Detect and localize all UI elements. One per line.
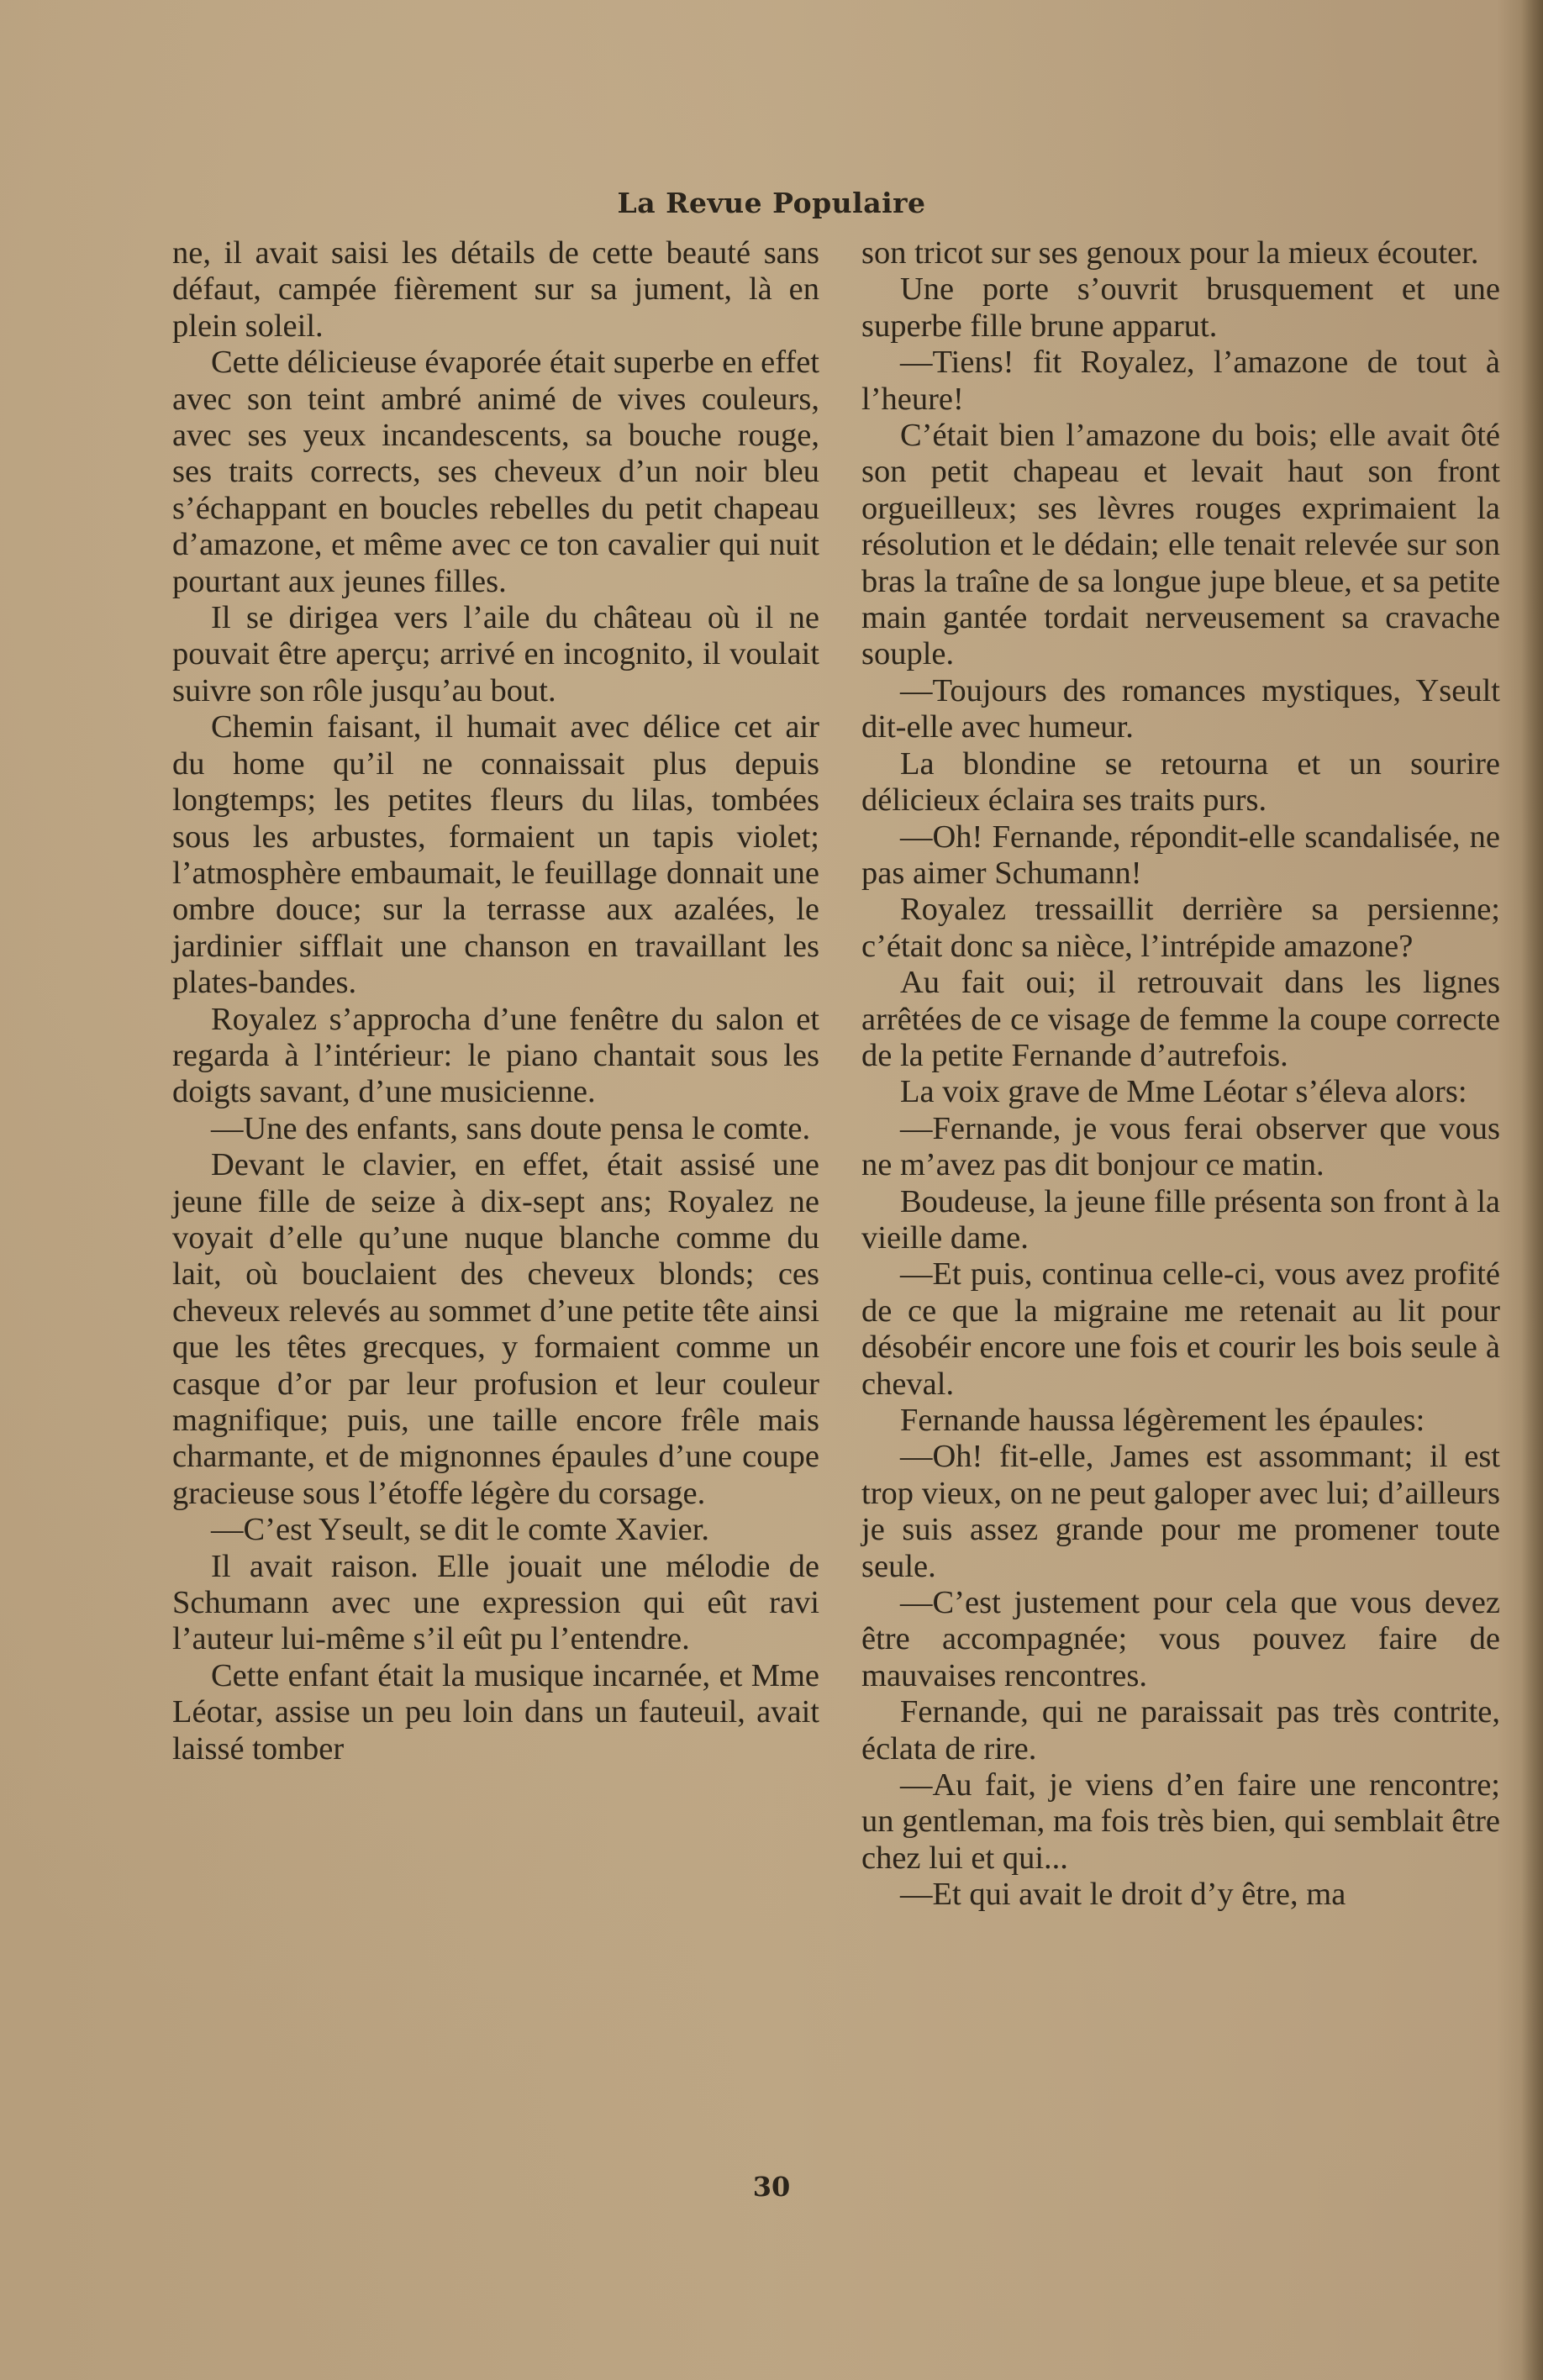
paragraph: Il avait raison. Elle jouait une mélodie de Schumann avec une expression qui eût ravi l’auteur lui-même s’il eût pu l’entendre. bbox=[172, 1548, 819, 1657]
paragraph: —Oh! Fernande, répondit-elle scandalisée, ne pas aimer Schumann! bbox=[861, 819, 1500, 891]
paragraph: Cette enfant était la musique incarnée, et Mme Léotar, assise un peu loin dans un fauteuil, avait laissé tomber bbox=[172, 1657, 819, 1767]
paragraph: —Et qui avait le droit d’y être, ma bbox=[900, 1877, 1346, 1913]
paragraph: son tricot sur ses genoux pour la mieux écouter. bbox=[861, 235, 1479, 271]
paragraph: Il se dirigea vers l’aile du château où il ne pouvait être aperçu; arrivé en incognito, il voulait suivre son rôle jusqu’au bout. bbox=[172, 600, 819, 708]
paragraph: Fernande, qui ne paraissait pas très contrite, éclata de rire. bbox=[861, 1694, 1500, 1767]
paragraph: —C’est Yseult, se dit le comte Xavier. bbox=[211, 1512, 710, 1548]
right-column bbox=[861, 235, 1500, 1914]
paragraph: Au fait oui; il retrouvait dans les lignes arrêtées de ce visage de femme la coupe correcte de la petite Fernande d’autrefois. bbox=[861, 965, 1500, 1073]
paragraph: Royalez tressaillit derrière sa persienne; c’était donc sa nièce, l’intrépide amazone? bbox=[861, 892, 1500, 964]
paragraph: —Tiens! fit Royalez, l’amazone de tout à l’heure! bbox=[861, 345, 1500, 417]
page-edge-shadow bbox=[1521, 0, 1543, 2380]
paragraph: La blondine se retourna et un sourire délicieux éclaira ses traits purs. bbox=[861, 745, 1500, 819]
paragraph: —C’est justement pour cela que vous devez être accompagnée; vous pouvez faire de mauvaises rencontres. bbox=[861, 1585, 1500, 1693]
paragraph: Chemin faisant, il humait avec délice cet air du home qu’il ne connaissait plus depuis longtemps; les petites fleurs du lilas, tombées sous les arbustes, formaient un tapis violet; l’atmosphère embaumait, le feuillage donnait une ombre douce; sur la terrasse aux azalées, le jardinier sifflait une chanson en travaillant les plates-bandes. bbox=[172, 709, 819, 1001]
paragraph: La voix grave de Mme Léotar s’éleva alors: bbox=[900, 1074, 1467, 1110]
paragraph: Boudeuse, la jeune fille présenta son front à la vieille dame. bbox=[861, 1183, 1500, 1256]
paragraph: —Et puis, continua celle-ci, vous avez profité de ce que la migraine me retenait au lit pour désobéir encore une fois et courir les bois seule à cheval. bbox=[861, 1256, 1500, 1402]
running-head: La Revue Populaire bbox=[617, 187, 926, 219]
paragraph: Cette délicieuse évaporée était superbe en effet avec son teint ambré animé de vives couleurs, avec ses yeux incandescents, sa bouche rouge, ses traits corrects, ses cheveux d’un noir bleu s’échappant en boucles rebelles du petit chapeau d’amazone, et même avec ce ton cavalier qui nuit pourtant aux jeunes filles. bbox=[172, 345, 819, 599]
paragraph: Devant le clavier, en effet, était assisé une jeune fille de seize à dix-sept ans; Royalez ne voyait d’elle qu’une nuque blanche comme du lait, où bouclaient des cheveux blonds; ces cheveux relevés au sommet d’une petite tête ainsi que les têtes grecques, y formaient comme un casque d’or par leur profusion et leur couleur magnifique; puis, une taille encore frêle mais charmante, et de mignonnes épaules d’une coupe gracieuse sous l’étoffe légère du corsage. bbox=[172, 1147, 819, 1511]
left-column bbox=[172, 235, 819, 1767]
paragraph: —Fernande, je vous ferai observer que vous ne m’avez pas dit bonjour ce matin. bbox=[861, 1110, 1500, 1183]
paragraph: —Oh! fit-elle, James est assommant; il est trop vieux, on ne peut galoper avec lui; d’ailleurs je suis assez grande pour me promener toute seule. bbox=[861, 1439, 1500, 1584]
paragraph: —Toujours des romances mystiques, Yseult dit-elle avec humeur. bbox=[861, 672, 1500, 745]
paragraph: Royalez s’approcha d’une fenêtre du salon et regarda à l’intérieur: le piano chantait sous les doigts savant, d’une musicienne. bbox=[172, 1001, 819, 1110]
paragraph: Une porte s’ouvrit brusquement et une superbe fille brune apparut. bbox=[861, 271, 1500, 344]
paragraph: C’était bien l’amazone du bois; elle avait ôté son petit chapeau et levait haut son front orgueilleux; ses lèvres rouges exprimaient la résolution et le dédain; elle tenait relevée sur son bras la traîne de sa longue jupe bleue, et sa petite main gantée tordait nerveusement sa cravache souple. bbox=[861, 418, 1500, 672]
paragraph: —Une des enfants, sans doute pensa le comte. bbox=[211, 1110, 811, 1146]
paragraph: —Au fait, je viens d’en faire une rencontre; un gentleman, ma fois très bien, qui semblait être chez lui et qui... bbox=[861, 1767, 1500, 1876]
page-number: 30 bbox=[752, 2171, 791, 2203]
paragraph: ne, il avait saisi les détails de cette beauté sans défaut, campée fièrement sur sa jument, là en plein soleil. bbox=[172, 235, 819, 344]
paragraph: Fernande haussa légèrement les épaules: bbox=[900, 1403, 1425, 1438]
